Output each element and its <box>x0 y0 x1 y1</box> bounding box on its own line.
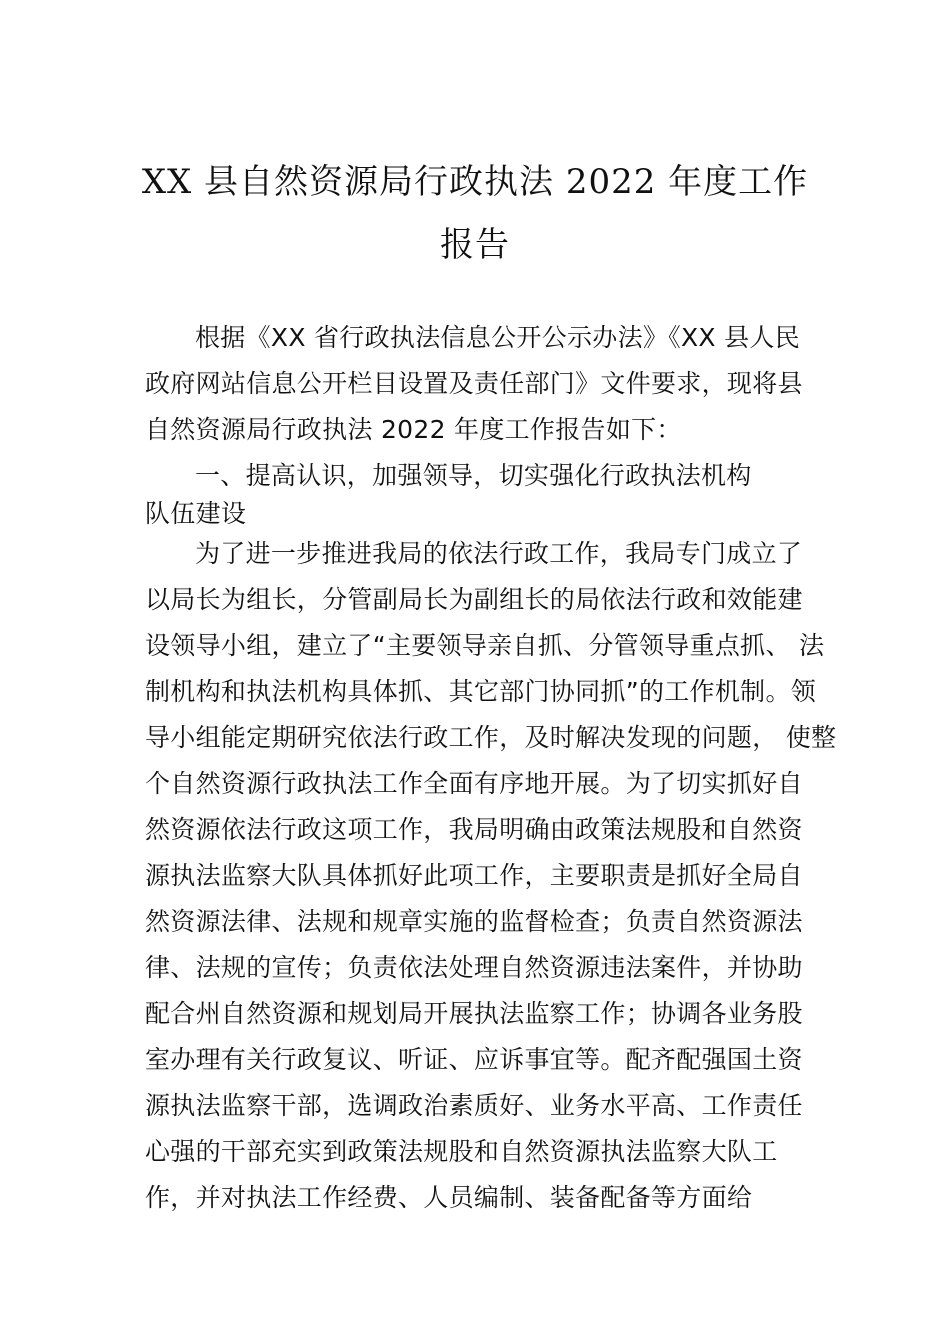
body-line: 律、法规的宣传；负责依法处理自然资源违法案件，并协助 <box>145 953 803 982</box>
body-line: 制机构和执法机构具体抓、其它部门协同抓”的工作机制。领 <box>145 677 817 706</box>
section-heading-line: 队伍建设 <box>145 499 247 528</box>
body-line: 心强的干部充实到政策法规股和自然资源执法监察大队工 <box>145 1137 778 1166</box>
section-heading-line: 一、提高认识，加强领导，切实强化行政执法机构 <box>195 461 752 490</box>
document-title-line-2: 报告 <box>440 225 510 265</box>
body-line: 个自然资源行政执法工作全面有序地开展。为了切实抓好自 <box>145 769 803 798</box>
body-line: 作，并对执法工作经费、人员编制、装备配备等方面给 <box>145 1183 753 1212</box>
document-title-line-1: XX 县自然资源局行政执法 2022 年度工作 <box>141 162 809 202</box>
body-line: 自然资源局行政执法 2022 年度工作报告如下： <box>145 415 682 444</box>
body-line: 源执法监察干部，选调政治素质好、业务水平高、工作责任 <box>145 1091 803 1120</box>
body-line: 以局长为组长，分管副局长为副组长的局依法行政和效能建 <box>145 585 803 614</box>
body-line: 室办理有关行政复议、听证、应诉事宜等。配齐配强国土资 <box>145 1045 803 1074</box>
body-line: 政府网站信息公开栏目设置及责任部门》文件要求，现将县 <box>145 369 803 398</box>
body-line: 然资源法律、法规和规章实施的监督检查；负责自然资源法 <box>145 907 803 936</box>
body-line: 设领导小组，建立了“主要领导亲自抓、分管领导重点抓、 法 <box>145 631 825 660</box>
body-line: 导小组能定期研究依法行政工作，及时解决发现的问题， 使整 <box>145 723 837 752</box>
body-line: 配合州自然资源和规划局开展执法监察工作；协调各业务股 <box>145 999 803 1028</box>
body-line: 源执法监察大队具体抓好此项工作，主要职责是抓好全局自 <box>145 861 803 890</box>
body-line: 根据《XX 省行政执法信息公开公示办法》《XX 县人民 <box>195 323 801 352</box>
body-line: 然资源依法行政这项工作，我局明确由政策法规股和自然资 <box>145 815 803 844</box>
body-line: 为了进一步推进我局的依法行政工作，我局专门成立了 <box>195 539 803 568</box>
